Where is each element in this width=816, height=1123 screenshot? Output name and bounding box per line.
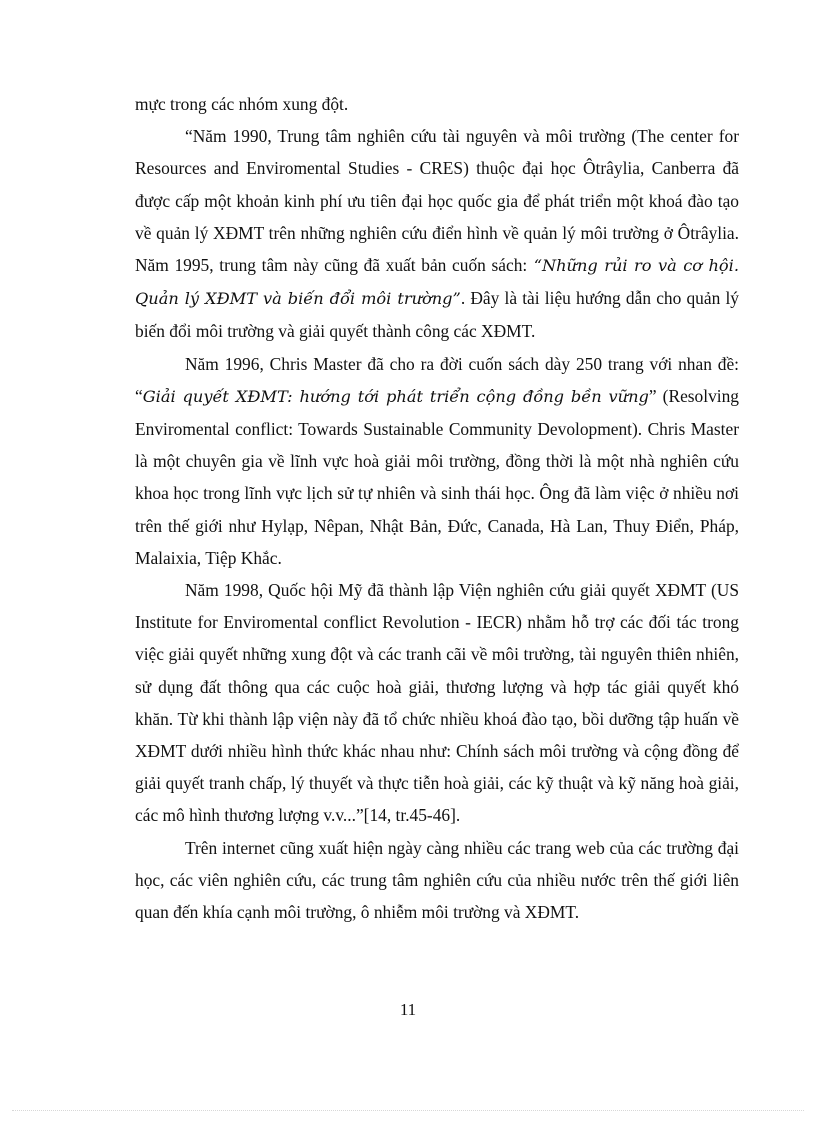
paragraph-iecr [135,574,739,832]
iecr-text: Năm 1998, Quốc hội Mỹ đã thành lập Viện nghiên cứu giải quyết XĐMT (US Institute for Enviromental conflict Revolution - IECR) nhằm hỗ trợ các đối tác trong việc giải quyết những xung đột và các tranh cãi về môi trường, tài nguyên thiên nhiên, sử dụng đất thông qua các cuộc hoà giải, thương lượng và hợp tác giải quyết khó khăn. Từ khi thành lập viện này đã tổ chức nhiều khoá đào tạo, bồi dưỡng tập huấn về XĐMT dưới nhiều hình thức khác nhau như: Chính sách môi trường và cộng đồng để giải quyết tranh chấp, lý thuyết và thực tiễn hoà giải, các kỹ thuật và kỹ năng hoà giải, các mô hình thương lượng v.v...”[14, tr.45-46]. [135,580,739,826]
cres-text-end: . Đây là tài liệu hướng dẫn cho quản lý biến đổi môi trường và giải quyết thành công các XĐMT. [135,288,740,342]
cres-book-title: “Những rủi ro và cơ hội. Quản lý XĐMT và biến đổi môi trường” [135,256,739,309]
chris-master-book-title: Giải quyết XĐMT: hướng tới phát triển cộng đồng bền vững [142,386,649,406]
page-bottom-divider [12,1110,804,1111]
paragraph-chris-master [135,348,739,574]
page-number: 11 [399,1000,417,1019]
body-text [135,88,739,928]
continuation-text: mực trong các nhóm xung đột. [135,94,349,114]
paragraph-cres [135,120,739,347]
cres-text: “Năm 1990, Trung tâm nghiên cứu tài nguyên và môi trường (The center for Resources and Enviromental Studies - CRES) thuộc đại học Ôtrâylia, Canberra đã được cấp một khoản kinh phí ưu tiên đại học quốc gia để phát triển một khoá đào tạo về quản lý XĐMT trên những nghiên cứu điển hình về quản lý môi trường ở Ôtrâylia. Năm 1995, trung tâm này cũng đã xuất bản cuốn sách: [135,126,739,276]
chris-master-text-end: ” (Resolving Enviromental conflict: Towards Sustainable Community Devolopment). Chris Master là một chuyên gia về lĩnh vực hoà giải môi trường, đồng thời là một nhà nghiên cứu khoa học trong lĩnh vực lịch sử tự nhiên và sinh thái học. Ông đã làm việc ở nhiều nơi trên thế giới như Hylạp, Nêpan, Nhật Bản, Đức, Canada, Hà Lan, Thuy Điển, Pháp, Malaixia, Tiệp Khắc. [135,385,739,568]
internet-text: Trên internet cũng xuất hiện ngày càng nhiều các trang web của các trường đại học, các viên nghiên cứu, các trung tâm nghiên cứu của nhiều nước trên thế giới liên quan đến khía cạnh môi trường, ô nhiễm môi trường và XĐMT. [135,837,739,923]
chris-master-text: Năm 1996, Chris Master đã cho ra đời cuốn sách dày 250 trang với nhan đề: “ [135,353,739,406]
paragraph-internet [135,832,739,929]
paragraph-continuation [135,88,739,120]
